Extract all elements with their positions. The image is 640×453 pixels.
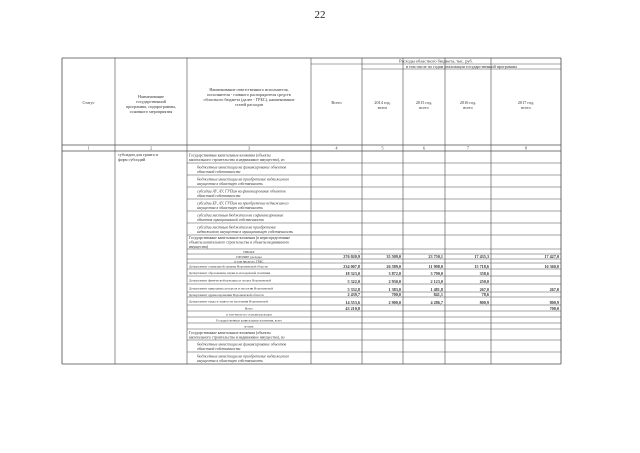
header-program-name: основного мероприятия [129,109,173,114]
row-value: 3 790,0 [430,271,443,276]
row-label: капитального строительства и недвижимое имущество), из [189,157,285,162]
row-value: 2 123,0 [430,279,443,284]
row-value: 700,0 [549,306,559,311]
row-label: в том числе по статьям расходов [226,312,272,317]
header-program-name: программы, подпрограммы, [126,104,176,109]
row-label: бюджетные инвестиции на финансирование объектов [197,342,287,347]
row-value: 3 872,0 [388,271,401,276]
row-value: 26 589,0 [386,264,401,269]
row-label: областной собственности [197,346,241,351]
row-value: 5 332,8 [347,287,360,292]
header-y2016: всего [463,105,473,110]
column-number: 2 [150,145,152,151]
row-value: 250,0 [479,279,489,284]
row-label: недвижимого имущества в муниципальную собственность [197,229,294,234]
row-value: - [358,249,360,254]
row-label: субсидии местным бюджетам на приобретение [197,225,277,230]
row-label: ПРОЧИЕ расходы [236,255,262,260]
row-label: Государственные капитальные вложения, всего [215,318,283,323]
header-program-name: Наименование [137,94,165,99]
row-value: 11 998,0 [428,264,443,269]
row-label: Департамент образования, науки и молодежной политики [189,271,271,276]
column-number: 7 [467,145,469,151]
row-value: 78,6 [481,292,489,297]
header-executor: статей расходов [234,102,264,107]
row-label: имущества) [189,245,209,249]
status-text: форм субсидий [118,157,146,162]
header-executor: областного бюджета (далее - ГРБС), наименование [203,97,295,102]
row-label: объекты капитального строительства и объекты недвижимого [189,240,290,245]
row-value: 700,0 [391,292,401,297]
row-label: бюджетные инвестиции на приобретение недвижимого [197,354,290,359]
row-label: в том числе по ГРБС [234,259,264,264]
row-value: 800,9 [479,300,489,305]
page-number: 22 [314,9,326,21]
row-label: субсидии АУ, АУ, ГУПам на финансирование объектов [197,189,286,194]
row-value: 14 553,6 [345,300,360,305]
row-label: имущества в областную собственность [197,181,263,186]
row-label: из них [244,324,254,329]
column-number: 1 [87,145,90,151]
row-value: 4 286,7 [430,300,443,305]
header-expenses-title: Расходы областного бюджета, тыс. руб. [399,58,473,64]
row-label: капитального строительства и недвижимое имущество), из [189,335,285,340]
row-label: НИОКР [243,250,255,255]
row-value: 267,0 [549,287,559,292]
header-by-years: в том числе по годам реализации государственной программы [406,63,517,69]
column-number: 4 [335,145,338,151]
header-status: Статус [82,100,95,105]
row-value: 800,9 [549,300,559,305]
row-label: объектов муниципальной собственности [197,217,264,222]
row-value: 358,6 [479,271,489,276]
column-number: 3 [248,145,250,151]
row-value: 234 007,8 [343,264,360,269]
header-y2015: 2015 год, [415,100,433,105]
row-value: 1 481,8 [430,287,443,292]
status-text: субсидии для гранта и [118,152,158,157]
row-value: 18 323,0 [345,271,360,276]
row-label: субсидии БУ, АУ, ГУПам на приобретение недвижимого [197,201,289,206]
row-value: 1 383,0 [388,287,401,292]
row-label: субсидии местным бюджетам на софинансирование [197,213,284,218]
row-label: Государственные капитальные вложения (объекты [189,153,271,158]
header-program-name: государственной [136,99,166,104]
header-executor: исполнителя - главного распорядителя средств [207,92,291,97]
row-label: Департамент труда и занятости населения Воронежской [189,299,268,304]
column-number: 6 [423,145,425,151]
row-label: Департамент социальной защиты Воронежской области [189,264,268,269]
row-label: Государственные капитальные вложения (объекты [189,330,271,335]
row-value: 2 900,0 [388,300,401,305]
row-value: 17 427,0 [544,254,559,259]
row-label: имущества в областную собственность [197,358,263,363]
row-label: областной собственности [197,169,241,174]
header-y2017: 2017 год, [517,100,535,105]
row-label: Департамент физической культуры и спорта Воронежской [189,278,271,283]
column-number: 8 [525,145,527,151]
row-value: 17 435,3 [474,254,489,259]
row-label: Департамент здравоохранения Воронежской области [189,293,264,298]
column-number: 5 [381,145,384,151]
row-value: 43 210,8 [345,306,360,311]
row-value: 276 020,9 [343,254,360,259]
header-executor: Наименование ответственного исполнителя, [209,87,289,92]
row-value: 267,0 [479,287,489,292]
header-y2016: 2016 год, [459,100,477,105]
row-value: 5 322,0 [347,279,360,284]
header-y2014: всего [377,105,388,110]
row-value: 35 509,0 [386,254,401,259]
header-y2014: 2014 год, [374,100,391,105]
row-label: Всего [244,306,254,311]
row-label: бюджетные инвестиции на финансирование объектов [197,165,287,170]
row-label: бюджетные инвестиции на приобретение недвижимого [197,177,290,182]
header-y2017: всего [521,105,531,110]
row-value: 23 750,1 [428,254,443,259]
row-label: областной собственности [197,193,241,198]
row-value: 841,1 [433,292,443,297]
row-label: Государственные капитальные вложения (в нераспределенные [189,236,290,241]
header-total: Всего [331,100,342,105]
row-label: Департамент природных ресурсов и экологии Воронежской [189,286,273,291]
row-label: имущества в областную собственность [197,205,263,210]
row-value: 16 360,0 [544,264,559,269]
row-value: 2 439,7 [347,292,360,297]
row-value: 2 930,0 [388,279,401,284]
header-y2015: всего [419,105,429,110]
row-value: 15 718,6 [474,264,489,269]
